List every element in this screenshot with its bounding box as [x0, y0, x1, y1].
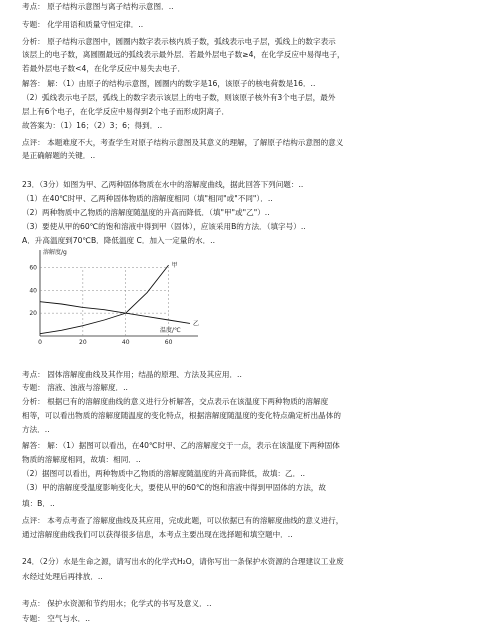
y-axis-label: 溶解度/g [43, 249, 67, 256]
text-line: （3）要使从甲的60℃的饱和溶液中得到甲（固体），应该采用B的方法．（填字号）.. [22, 222, 306, 231]
text-line: 水经过处理后再排放．.. [22, 572, 103, 581]
text-line: 考点： 固体溶解度曲线及其作用；结晶的原理、方法及其应用．.. [22, 370, 242, 379]
text-line: 通过溶解度曲线我们可以获得很多信息，本考点主要出现在选择题和填空题中．.. [22, 530, 293, 539]
y-tick-label: 60 [29, 264, 37, 272]
series-line-jia [40, 265, 169, 334]
text-line: 是正确解题的关键．.. [22, 151, 96, 160]
text-line: A．升高温度到70℃B．降低温度 C．加入一定量的水．.. [22, 236, 216, 245]
text-line: （2）据图可以看出，两种物质中乙物质的溶解度随温度的升高而降低，故填：乙．.. [22, 469, 306, 478]
text-line: （3）甲的溶解度受温度影响变化大，要使从甲的60℃的饱和溶液中得到甲固体的方法，故 [22, 483, 326, 492]
text-line: 解答： 解：（1）据图可以看出，在40℃时甲、乙的溶解度交于一点，表示在该温度下两种固体 [22, 441, 340, 450]
text-line: 故答案为：（1）16；（2）3；6；得到．.. [22, 121, 163, 130]
text-line: 分析： 根据已有的溶解度曲线的意义进行分析解答，交点表示在该温度下两种物质的溶解度 [22, 397, 329, 406]
series-label: 乙 [193, 320, 200, 328]
y-tick-label: 20 [29, 310, 37, 318]
text-line: 物质的溶解度相同，故填：相同．.. [22, 455, 141, 464]
text-line: 若最外层电子数<4，在化学反应中易失去电子． [22, 64, 186, 73]
text-line: 考点： 保护水资源和节约用水；化学式的书写及意义．.. [22, 599, 212, 608]
x-tick-label: 20 [79, 339, 87, 346]
x-tick-label: 40 [121, 339, 130, 346]
text-line: 方法．.. [22, 425, 50, 434]
question-23-title: 23．（3分）如图为甲、乙两种固体物质在水中的溶解度曲线，据此回答下列问题：.. [22, 180, 304, 189]
text-line: 解答： 解：（1）由原子的结构示意图，圆圈内的数字是16，该原子的核电荷数是16．.. [22, 79, 316, 88]
x-tick-label: 60 [164, 339, 173, 346]
text-line: 考点： 原子结构示意图与离子结构示意图．.. [22, 2, 174, 11]
text-line: 相等，可以看出物质的溶解度随温度的变化特点，根据溶解度随温度的变化特点确定析出晶体的 [22, 411, 341, 420]
text-line: 层上有6个电子，在化学反应中易得到2个电子而形成阴离子． [22, 107, 230, 116]
text-line: 该层上的电子数，离圆圈最远的弧线表示最外层．若最外层电子数≥4，在化学反应中易得电子， [22, 50, 345, 59]
series-label: 甲 [171, 262, 178, 270]
x-tick-label: 0 [38, 339, 42, 346]
text-line: （2）两种物质中乙物质的溶解度随温度的升高而降低．（填"甲"或"乙"）.. [22, 208, 270, 217]
text-line: 点评： 本考点考查了溶解度曲线及其应用，完成此题，可以依据已有的溶解度曲线的意义进行， [22, 516, 344, 525]
text-line: 专题： 空气与水．.. [22, 614, 90, 623]
x-axis-label: 温度/℃ [160, 327, 181, 334]
question-24-title: 24．（2分）水是生命之源，请写出水的化学式H₂O，请你写出一条保护水资源的合理建议工业废 [22, 557, 344, 566]
text-line: （2）弧线表示电子层，弧线上的数字表示该层上的电子数，则该原子核外有3个电子层，最外 [22, 93, 336, 102]
text-line: 点评： 本题难度不大，考查学生对原子结构示意图及其意义的理解，了解原子结构示意图的意义 [22, 138, 344, 147]
solubility-chart [22, 248, 222, 348]
y-tick-label: 40 [29, 287, 37, 295]
text-line: 分析： 原子结构示意图中，圆圈内数字表示核内质子数，弧线表示电子层，弧线上的数字表示 [22, 37, 336, 46]
series-line-yi [40, 302, 190, 324]
text-line: 专题： 溶液、浊液与溶解度．.. [22, 383, 128, 392]
text-line: 专题： 化学用语和质量守恒定律．.. [22, 20, 144, 29]
text-line: （1）在40℃时甲、乙两种固体物质的溶解度相同（填"相同"或"不同"）．.. [22, 194, 273, 203]
text-line: 填：B．.. [22, 499, 55, 508]
